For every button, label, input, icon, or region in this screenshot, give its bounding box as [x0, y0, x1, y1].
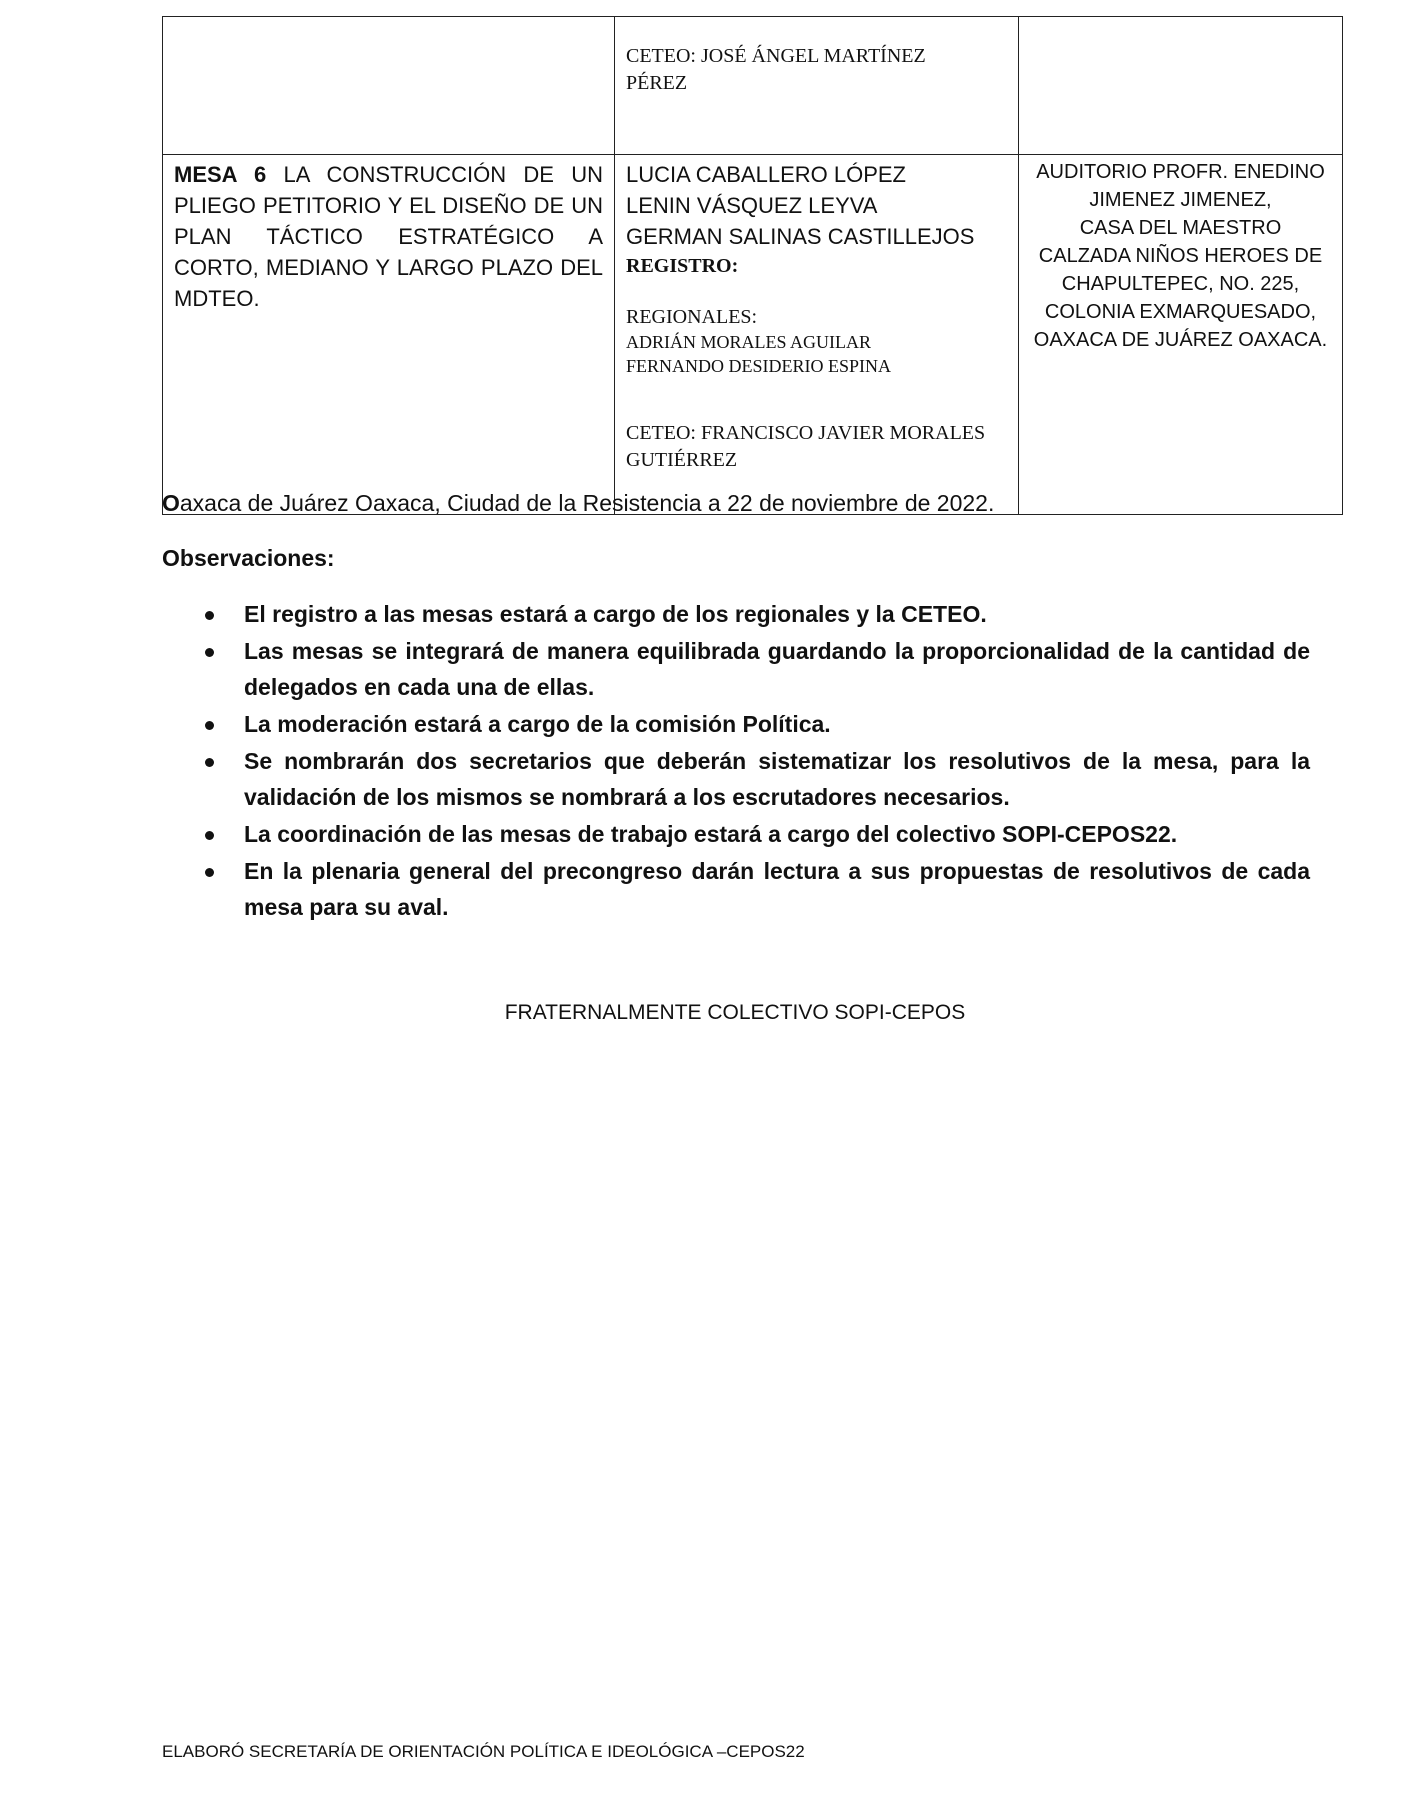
bullet-icon	[205, 868, 214, 877]
ceteo-cell	[615, 17, 1019, 155]
observation-text: En la plenaria general del precongreso darán lectura a sus propuestas de resolutivos de cada mesa para su aval.	[244, 858, 1310, 920]
venue-cell	[1019, 155, 1343, 515]
venue-line: OAXACA DE JUÁREZ OAXACA.	[1033, 329, 1328, 351]
list-item	[162, 816, 1310, 852]
bullet-icon	[205, 831, 214, 840]
list-item	[162, 706, 1310, 742]
registro-label: REGISTRO:	[626, 255, 739, 277]
ceteo-line: GUTIÉRREZ	[626, 449, 738, 471]
member-name: GERMAN SALINAS CASTILLEJOS	[626, 224, 975, 249]
mesa-cell	[163, 155, 615, 515]
members-cell	[615, 155, 1019, 515]
place-date-text: axaca de Juárez Oaxaca, Ciudad de la Resistencia a 22 de noviembre de 2022.	[179, 490, 995, 516]
observation-text: Las mesas se integrará de manera equilibrada guardando la proporcionalidad de la cantidad de delegados en cada una de ellas.	[244, 638, 1310, 700]
observations-title: Observaciones:	[162, 545, 335, 571]
observations-list	[162, 596, 1310, 926]
list-item	[162, 743, 1310, 815]
page-footer: ELABORÓ SECRETARÍA DE ORIENTACIÓN POLÍTICA E IDEOLÓGICA –CEPOS22	[162, 1742, 805, 1761]
bullet-icon	[205, 758, 214, 767]
observation-text: El registro a las mesas estará a cargo de los regionales y la CETEO.	[244, 601, 987, 627]
table-cell-empty	[163, 17, 615, 155]
mesa-description: LA CONSTRUCCIÓN DE UN PLIEGO PETITORIO Y EL DISEÑO DE UN PLAN TÁCTICO ESTRATÉGICO A CORTO, MEDIANO Y LARGO PLAZO DEL MDTEO.	[174, 162, 603, 311]
observation-text: La moderación estará a cargo de la comisión Política.	[244, 711, 831, 737]
list-item	[162, 596, 1310, 632]
observation-text: Se nombrarán dos secretarios que deberán sistematizar los resolutivos de la mesa, para la validación de los mismos se nombrará a los escrutadores necesarios.	[244, 748, 1310, 810]
list-item	[162, 853, 1310, 925]
ceteo-line: CETEO: FRANCISCO JAVIER MORALES	[626, 422, 986, 444]
venue-line: CHAPULTEPEC, NO. 225,	[1061, 273, 1300, 295]
bullet-icon	[205, 611, 214, 620]
place-date-initial: O	[162, 490, 180, 516]
regional-name: FERNANDO DESIDERIO ESPINA	[626, 356, 892, 376]
bullet-icon	[205, 721, 214, 730]
mesa-label: MESA 6	[174, 162, 267, 187]
ceteo-line: PÉREZ	[626, 72, 688, 94]
ceteo-line: CETEO: JOSÉ ÁNGEL MARTÍNEZ	[626, 45, 926, 67]
place-date-line	[162, 488, 994, 518]
list-item	[162, 633, 1310, 705]
observation-text: La coordinación de las mesas de trabajo estará a cargo del colectivo SOPI-CEPOS22.	[244, 821, 1178, 847]
table-row	[163, 155, 1343, 515]
venue-line: COLONIA EXMARQUESADO,	[1044, 301, 1317, 323]
venue-line: AUDITORIO PROFR. ENEDINO	[1036, 161, 1325, 183]
regionales-label: REGIONALES:	[626, 306, 758, 328]
venue-line: CASA DEL MAESTRO	[1079, 217, 1282, 239]
bullet-icon	[205, 648, 214, 657]
member-name: LUCIA CABALLERO LÓPEZ	[626, 162, 906, 187]
closing-signature: FRATERNALMENTE COLECTIVO SOPI-CEPOS	[504, 1001, 966, 1024]
regional-name: ADRIÁN MORALES AGUILAR	[626, 332, 872, 352]
venue-line: JIMENEZ JIMENEZ,	[1089, 189, 1272, 211]
table-cell-empty	[1019, 17, 1343, 155]
table-row	[163, 17, 1343, 155]
venue-line: CALZADA NIÑOS HEROES DE	[1038, 245, 1323, 267]
schedule-table	[162, 16, 1343, 515]
member-name: LENIN VÁSQUEZ LEYVA	[626, 193, 878, 218]
